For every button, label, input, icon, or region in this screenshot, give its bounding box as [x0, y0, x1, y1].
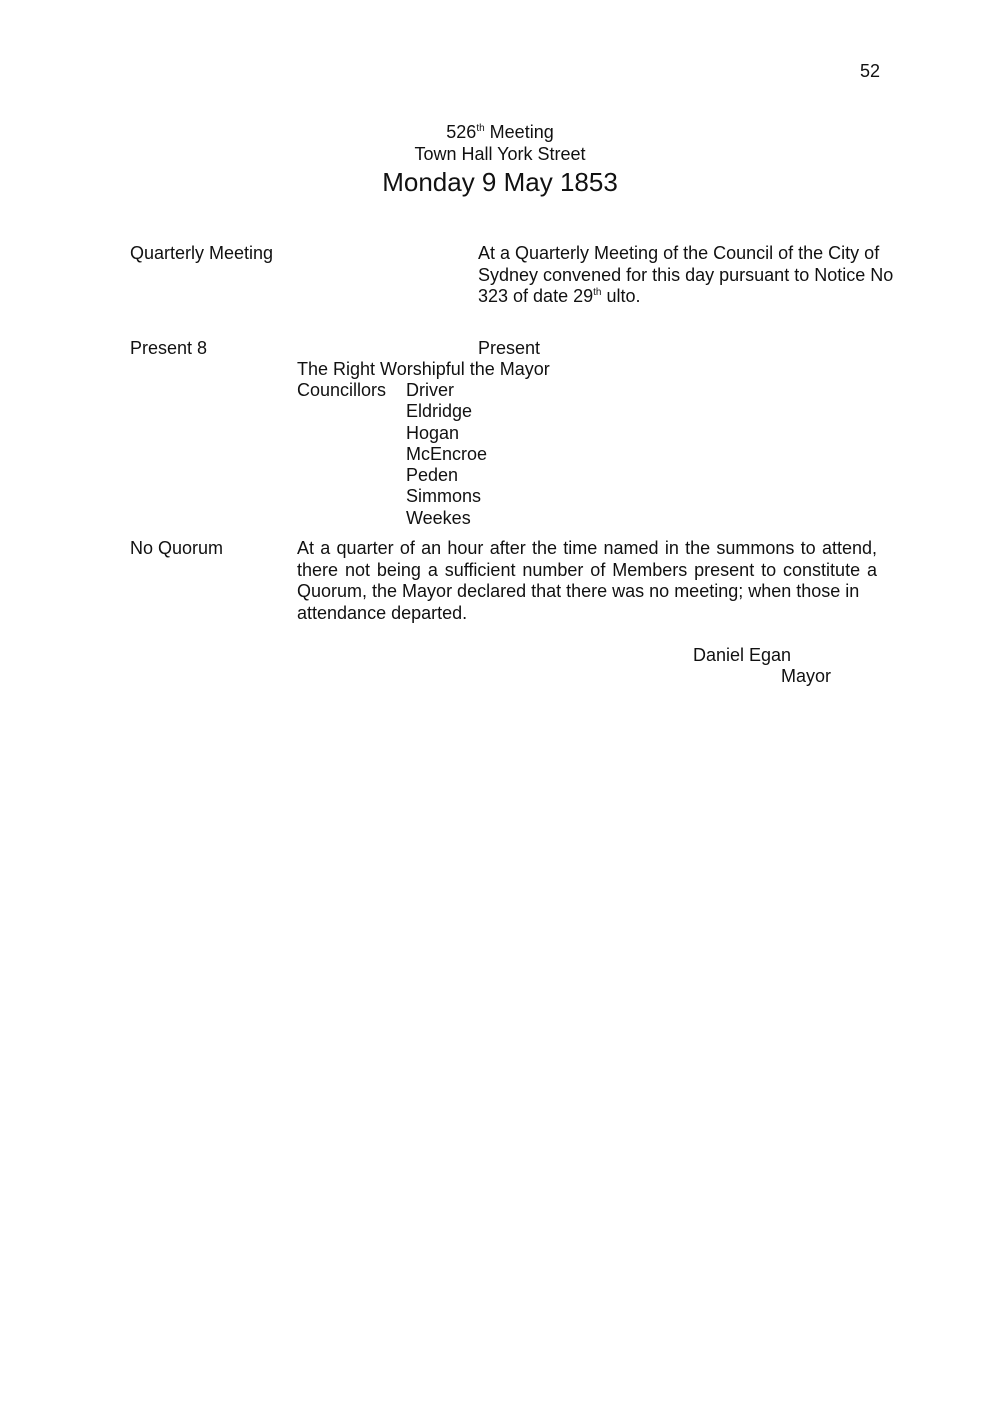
councillor-name: McEncroe	[406, 443, 488, 464]
present-heading: Present	[478, 338, 541, 358]
meeting-number-suffix: th	[476, 123, 485, 134]
councillor-name: Peden	[406, 465, 459, 486]
no-quorum-text: At a quarter of an hour after the time named in the summons to attend, there not being a sufficient number of Members present to constitute a Quorum, the Mayor declared that there was no meeting; when those in	[297, 538, 877, 601]
motion-text-end: ulto.	[601, 286, 641, 306]
councillor-list	[406, 380, 487, 529]
margin-note-quorum: No Quorum	[130, 538, 224, 558]
meeting-header	[0, 122, 1000, 199]
motion-text: At a Quarterly Meeting of the Council of the City of Sydney convened for this day pursuant to Notice No 323 of date 29	[478, 243, 894, 306]
meeting-date: Monday 9 May 1853	[382, 167, 618, 197]
motion-date-suffix: th	[593, 287, 602, 298]
meeting-number-value: 526	[446, 122, 477, 142]
signatory-title: Mayor	[781, 666, 832, 686]
councillor-name: Driver	[406, 380, 454, 400]
mayor-attendance: The Right Worshipful the Mayor	[297, 359, 550, 379]
meeting-word: Meeting	[489, 122, 554, 142]
councillors-label: Councillors	[297, 380, 387, 400]
signatory-name: Daniel Egan	[693, 645, 792, 665]
councillor-name: Simmons	[406, 486, 482, 507]
councillor-name: Eldridge	[406, 401, 473, 422]
councillor-name: Hogan	[406, 422, 460, 443]
margin-note-present: Present 8	[130, 338, 208, 358]
meeting-number	[0, 122, 1000, 144]
page-number: 52	[859, 61, 880, 81]
margin-note-quarterly: Quarterly Meeting	[130, 243, 274, 263]
no-quorum-text-end: attendance departed.	[297, 602, 468, 623]
convening-motion	[478, 243, 918, 308]
councillor-name: Weekes	[406, 507, 471, 528]
no-quorum-paragraph	[297, 538, 877, 624]
meeting-venue: Town Hall York Street	[414, 143, 586, 164]
